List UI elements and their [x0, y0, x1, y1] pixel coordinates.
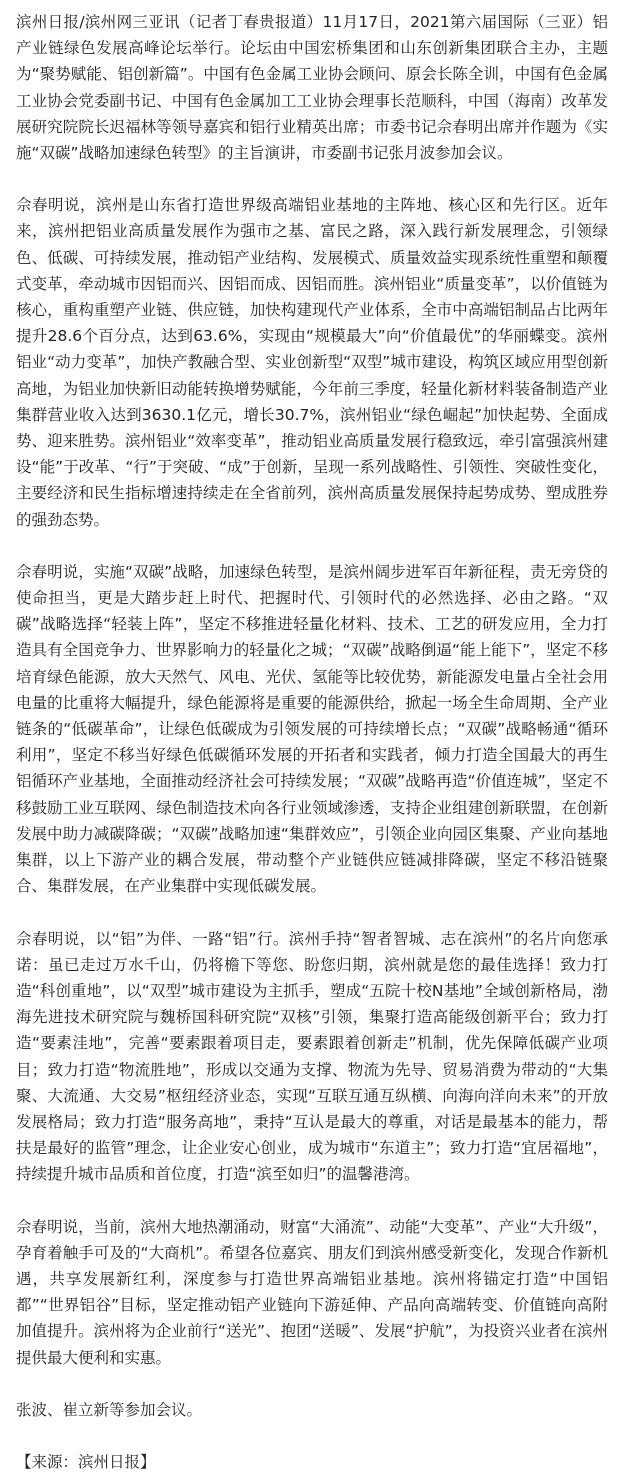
paragraph-dual-carbon-strategy: 佘春明说，实施“双碳”战略，加速绿色转型，是滨州阔步进军百年新征程，责无旁贷的使命担当，更是大踏步赶上时代、把握时代、引领时代的必然选择、必由之路。“双碳”战略选择“轻装上阵”，坚定不移推进轻量化材料、技术、工艺的研发应用，全力打造具有全国竞争力、世界影响力的轻量化之城；“双碳”战略倒逼“能上能下”，坚定不移培育绿色能源，放大天然气、风电、光伏、氢能等比较优势，新能源发电量占全社会用电量的比重将大幅提升，绿色能源将是重要的能源供给，掀起一场全生命周期、全产业链条的“低碳革命”，让绿色低碳成为引领发展的可持续增长点；“双碳”战略畅通“循环利用”，坚定不移当好绿色低碳循环发展的开拓者和实践者，倾力打造全国最大的再生铝循环产业基地，全面推动经济社会可持续发展；“双碳”战略再造“价值连城”，坚定不移鼓励工业互联网、绿色制造技术向各行业领域渗透，支持企业组建创新联盟，在创新发展中助力减碳降碳；“双碳”战略加速“集群效应”，引领企业向园区集聚、产业向基地集群，以上下游产业的耦合发展，带动整个产业链供应链减排降碳，坚定不移沿链聚合、集群发展，在产业集群中实现低碳发展。 [16, 562, 608, 896]
paragraph-invitation: 佘春明说，以“铝”为伴、一路“铝”行。滨州手持“智者智城、志在滨州”的名片向您承诺：虽已走过万水千山，仍将檐下等您、盼您归期，滨州就是您的最佳选择！致力打造“科创重地”，以“双型”城市建设为主抓手，塑成“五院十校N基地”全域创新格局，渤海先进技术研究院与魏桥国科研究院“双核”引领，集聚打造高能级创新平台；致力打造“要素洼地”，完善“要素跟着项目走，要素跟着创新走”机制，优先保障低碳产业项目；致力打造“物流胜地”，形成以交通为支撑、物流为先导、贸易消费为带动的“大集聚、大流通、大交易”枢纽经济业态，实现“互联互通互纵横、向海向洋向未来”的开放发展格局；致力打造“服务高地”，秉持“互认是最大的尊重，对话是最基本的能力，帮扶是最好的监管”理念，让企业安心创业，成为城市“东道主”；致力打造“宜居福地”，持续提升城市品质和首位度，打造“滨至如归”的温馨港湾。 [16, 929, 608, 1184]
paragraph-intro: 滨州日报/滨州网三亚讯（记者丁春贵报道）11月17日，2021第六届国际（三亚）铝产业链绿色发展高峰论坛举行。论坛由中国宏桥集团和山东创新集团联合主办，主题为“聚势赋能、铝创新篇”。中国有色金属工业协会顾问、原会长陈全训，中国有色金属工业协会党委副书记、中国有色金属加工工业协会理事长范顺科，中国（海南）改革发展研究院院长迟福林等领导嘉宾和铝行业精英出席；市委书记佘春明出席并作题为《实施“双碳”战略加速绿色转型》的主旨演讲，市委副书记张月波参加会议。 [16, 13, 608, 163]
paragraph-attendees: 张波、崔立新等参加会议。 [16, 1400, 203, 1419]
article-source: 【来源：滨州日报】 [16, 1452, 156, 1471]
paragraph-aluminum-industry: 佘春明说，滨州是山东省打造世界级高端铝业基地的主阵地、核心区和先行区。近年来，滨州把铝业高质量发展作为强市之基、富民之路，深入践行新发展理念，引领绿色、低碳、可持续发展，推动铝产业结构、发展模式、质量效益实现系统性重塑和颠覆式变革，牵动城市因铝而兴、因铝而成、因铝而胜。滨州铝业“质量变革”，以价值链为核心，重构重塑产业链、供应链，加快构建现代产业体系，全市中高端铝制品占比两年提升28.6个百分点，达到63.6%，实现由“规模最大”向“价值最优”的华丽蝶变。滨州铝业“动力变革”，加快产教融合型、实业创新型“双型”城市建设，构筑区域应用型创新高地，为铝业加快新旧动能转换增势赋能，今年前三季度，轻量化新材料装备制造产业集群营业收入达到3630.1亿元，增长30.7%，滨州铝业“绿色崛起”加快起势、全面成势、迎来胜势。滨州铝业“效率变革”，推动铝业高质量发展行稳致远，牵引富强滨州建设“能”于改革、“行”于突破、“成”于创新，呈现一系列战略性、引领性、突破性变化，主要经济和民生指标增速持续走在全省前列，滨州高质量发展保持起势成势、塑成胜券的强劲态势。 [16, 196, 608, 529]
paragraph-opportunity: 佘春明说，当前，滨州大地热潮涌动，财富“大涌流”、动能“大变革”、产业“大升级”，孕育着触手可及的“大商机”。希望各位嘉宾、朋友们到滨州感受新变化，发现合作新机遇，共享发展新红利，深度参与打造世界高端铝业基地。滨州将锚定打造“中国铝都”“世界铝谷”目标，坚定推动铝产业链向下游延伸、产品向高端转变、价值链向高附加值提升。滨州将为企业前行“送光”、抱团“送暖”、发展“护航”，为投资兴业者在滨州提供最大便利和实惠。 [16, 1217, 608, 1367]
